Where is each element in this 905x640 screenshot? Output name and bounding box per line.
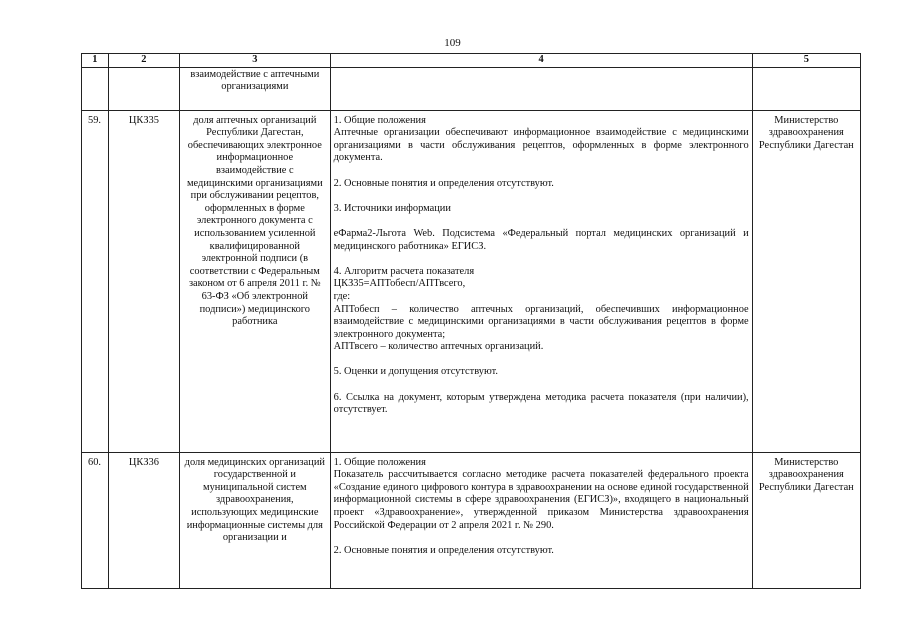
- header-row: [82, 54, 861, 68]
- row-number: 60.: [82, 452, 109, 588]
- column-header: 5: [752, 54, 860, 68]
- column-header: 4: [330, 54, 752, 68]
- row-number: 59.: [82, 110, 109, 452]
- description-paragraph: Показатель рассчитывается согласно методике расчета показателей федерального проекта «Создание единого цифрового контура в здравоохранении на основе единой государственной информационной системы в сфере здравоохранения (ЕГИСЗ)», входящего в национальный проект «Здравоохранение», утвержденной приказом Министерства здравоохранения Российской Федерации от 2 апреля 2021 г. № 290.: [333, 469, 749, 531]
- description-paragraph: 3. Источники информации: [333, 202, 451, 214]
- column-header: 2: [108, 54, 179, 68]
- indicator-name: доля аптечных организаций Республики Дагестан, обеспечивающих электронное информационное взаимодействие с медицинскими организациями при обслуживании рецептов, оформленных в форме электронного документа с использованием усиленной квалифицированной электронной подписи (в соответствии с Федеральным законом от 6 апреля 2011 г. № 63-ФЗ «Об электронной подписи») медицинского работника: [180, 110, 331, 452]
- responsible-body: [752, 67, 860, 110]
- table-row: [82, 452, 861, 588]
- column-header: 3: [180, 54, 331, 68]
- table-row: [82, 67, 861, 110]
- description-paragraph: АПТобесп – количество аптечных организаций, обеспечивших информационное взаимодействие с медицинскими организациями в части обслуживания рецептов в форме электронного документа;: [333, 303, 749, 340]
- description-paragraph: 2. Основные понятия и определения отсутствуют.: [333, 177, 554, 189]
- description-paragraph: 2. Основные понятия и определения отсутствуют.: [333, 544, 554, 556]
- paragraph-spacer: [334, 165, 749, 178]
- column-header: 1: [82, 54, 109, 68]
- indicator-name: взаимодействие с аптечными организациями: [180, 67, 331, 110]
- indicator-description: [330, 67, 752, 110]
- responsible-body: Министерство здравоохранения Республики Дагестан: [752, 110, 860, 452]
- paragraph-spacer: [334, 532, 749, 545]
- indicator-code: [108, 67, 179, 110]
- description-paragraph: ЦКЗ35=АПТобесп/АПТвсего,: [333, 278, 466, 290]
- description-paragraph: 6. Ссылка на документ, которым утверждена методика расчета показателя (при наличии), отсутствует.: [333, 391, 749, 416]
- page-number: 109: [444, 37, 461, 49]
- description-paragraph: еФарма2-Льгота Web. Подсистема «Федеральный портал медицинских организаций и медицинского работника» ЕГИСЗ.: [333, 227, 749, 252]
- paragraph-spacer: [334, 215, 749, 228]
- row-number: [82, 67, 109, 110]
- indicator-table: [81, 53, 861, 589]
- responsible-body: Министерство здравоохранения Республики Дагестан: [752, 452, 860, 588]
- indicator-description: [330, 110, 752, 452]
- indicator-name: доля медицинских организаций государственной и муниципальной систем здравоохранения, использующих медицинские информационные системы для организации и: [180, 452, 331, 588]
- paragraph-spacer: [334, 379, 749, 392]
- description-paragraph: АПТвсего – количество аптечных организаций.: [333, 341, 544, 353]
- description-paragraph: Аптечные организации обеспечивают информационное взаимодействие с медицинскими организациями в части обслуживания рецептов, оформленных в форме электронного документа.: [333, 127, 749, 164]
- description-paragraph: где:: [333, 290, 351, 302]
- paragraph-spacer: [334, 354, 749, 367]
- indicator-code: ЦКЗ35: [108, 110, 179, 452]
- description-paragraph: 1. Общие положения: [333, 114, 426, 126]
- indicator-code: ЦКЗ36: [108, 452, 179, 588]
- paragraph-spacer: [334, 253, 749, 266]
- indicator-description: [330, 452, 752, 588]
- paragraph-spacer: [334, 190, 749, 203]
- description-paragraph: 5. Оценки и допущения отсутствуют.: [333, 366, 498, 378]
- table-row: [82, 110, 861, 452]
- description-paragraph: 1. Общие положения: [333, 456, 426, 468]
- description-paragraph: 4. Алгоритм расчета показателя: [333, 265, 475, 277]
